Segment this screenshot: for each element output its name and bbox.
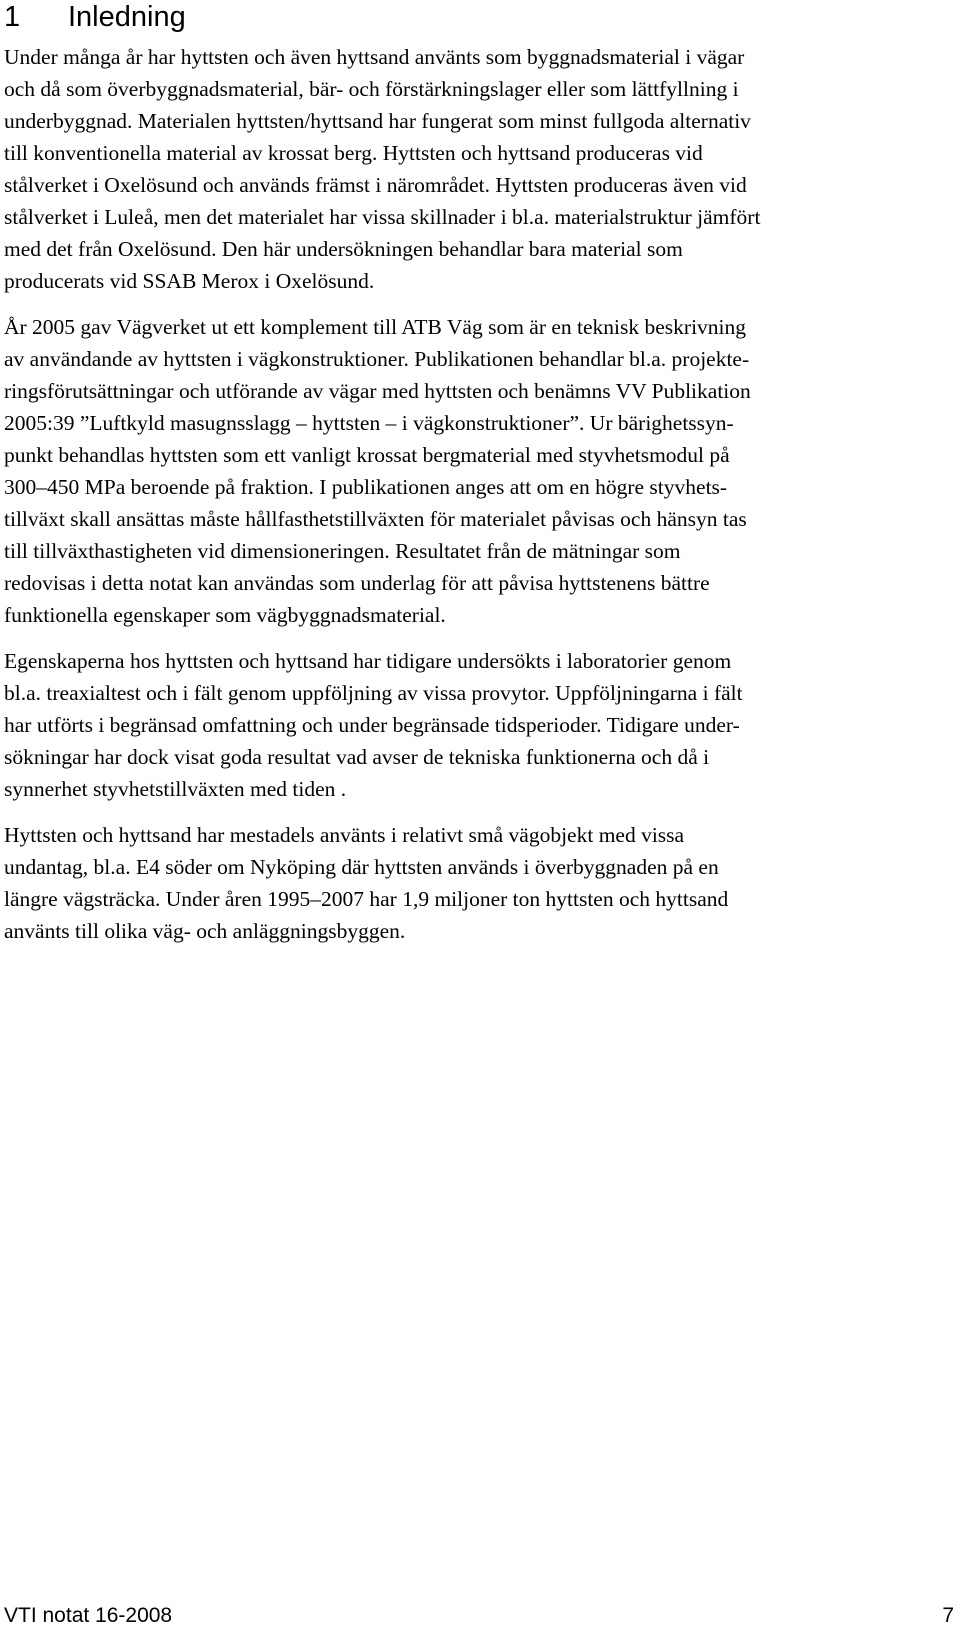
text-line: undantag, bl.a. E4 söder om Nyköping där hyttsten används i överbyggnaden på en: [4, 855, 719, 879]
paragraph-properties: [4, 645, 916, 805]
text-line: redovisas i detta notat kan användas som underlag för att påvisa hyttstenens bättre: [4, 571, 710, 595]
text-line: sökningar har dock visat goda resultat vad avser de tekniska funktionerna och då i: [4, 745, 710, 769]
text-line: till konventionella material av krossat berg. Hyttsten och hyttsand produceras vid: [4, 141, 703, 165]
text-line: till tillväxthastigheten vid dimensioneringen. Resultatet från de mätningar som: [4, 539, 681, 563]
text-line: längre vägsträcka. Under åren 1995–2007 har 1,9 miljoner ton hyttsten och hyttsand: [4, 887, 729, 911]
text-line: punkt behandlas hyttsten som ett vanligt krossat bergmaterial med styvhetsmodul på: [4, 443, 730, 467]
text-line: bl.a. treaxialtest och i fält genom uppföljning av vissa provytor. Uppföljningarna i fält: [4, 681, 743, 705]
section-heading: [4, 0, 186, 34]
text-line: producerats vid SSAB Merox i Oxelösund.: [4, 269, 375, 293]
text-line: använts till olika väg- och anläggningsbyggen.: [4, 919, 406, 943]
text-line: och då som överbyggnadsmaterial, bär- och förstärkningslager eller som lättfyllning i: [4, 77, 739, 101]
text-line: 2005:39 ”Luftkyld masugnsslagg – hyttsten – i vägkonstruktioner”. Ur bärighetssyn-: [4, 411, 734, 435]
document-id: VTI notat 16-2008: [4, 1604, 173, 1627]
body-text: [4, 41, 916, 961]
text-line: Under många år har hyttsten och även hyttsand använts som byggnadsmaterial i vägar: [4, 45, 745, 69]
text-line: synnerhet styvhetstillväxten med tiden .: [4, 777, 347, 801]
paragraph-publication: [4, 311, 916, 631]
text-line: ringsförutsättningar och utförande av vägar med hyttsten och benämns VV Publikation: [4, 379, 751, 403]
paragraph-intro: [4, 41, 916, 297]
text-line: underbyggnad. Materialen hyttsten/hyttsand har fungerat som minst fullgoda alternativ: [4, 109, 751, 133]
text-line: Egenskaperna hos hyttsten och hyttsand har tidigare undersökts i laboratorier genom: [4, 649, 732, 673]
text-line: med det från Oxelösund. Den här undersökningen behandlar bara material som: [4, 237, 683, 261]
text-line: stålverket i Luleå, men det materialet har vissa skillnader i bl.a. materialstruktur jämfört: [4, 205, 761, 229]
text-line: tillväxt skall ansättas måste hållfasthetstillväxten för materialet påvisas och hänsyn tas: [4, 507, 747, 531]
text-line: har utförts i begränsad omfattning och under begränsade tidsperioder. Tidigare under-: [4, 713, 740, 737]
section-number: 1: [4, 1, 21, 33]
text-line: Hyttsten och hyttsand har mestadels använts i relativt små vägobjekt med vissa: [4, 823, 685, 847]
page-number: 7: [942, 1604, 954, 1627]
text-line: stålverket i Oxelösund och används främst i närområdet. Hyttsten produceras även vid: [4, 173, 747, 197]
text-line: 300–450 MPa beroende på fraktion. I publikationen anges att om en högre styvhets-: [4, 475, 728, 499]
paragraph-usage: [4, 819, 916, 947]
text-line: av användande av hyttsten i vägkonstruktioner. Publikationen behandlar bl.a. projekte-: [4, 347, 750, 371]
text-line: År 2005 gav Vägverket ut ett komplement till ATB Väg som är en teknisk beskrivning: [4, 315, 747, 339]
text-line: funktionella egenskaper som vägbyggnadsmaterial.: [4, 603, 446, 627]
section-title: Inledning: [68, 1, 186, 33]
